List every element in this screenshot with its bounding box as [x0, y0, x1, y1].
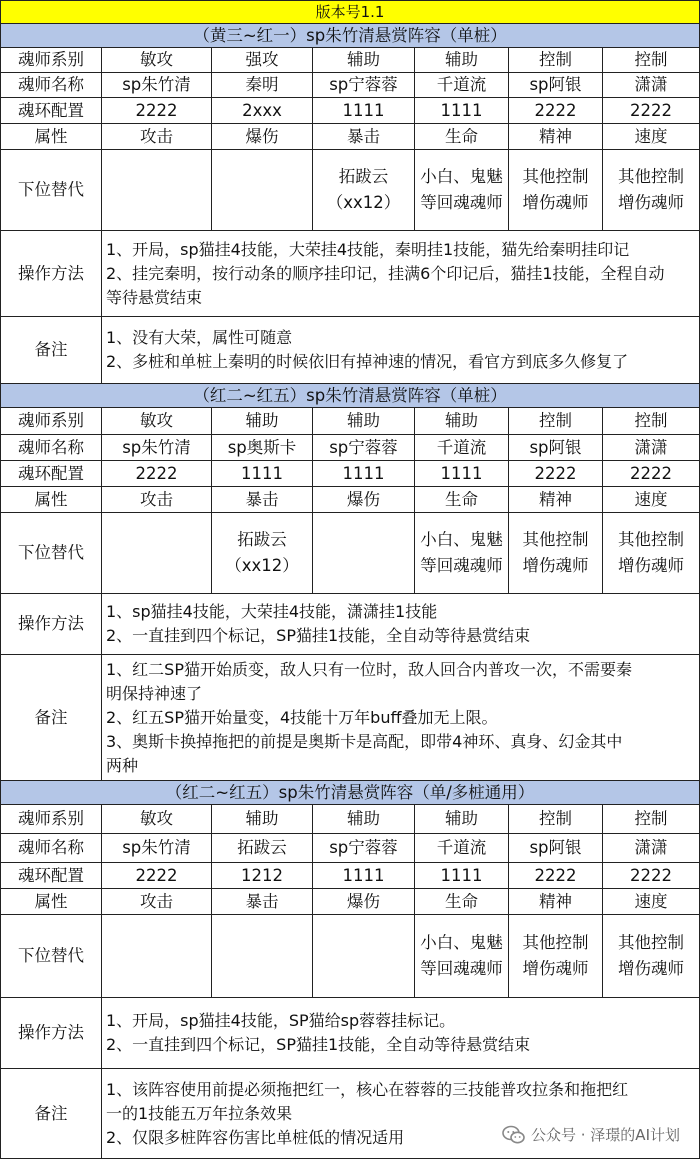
substitute-line: （xx12） [225, 556, 299, 575]
cell-substitute [313, 513, 415, 594]
cell-ring: 2222 [102, 461, 212, 487]
cell-ring: 1111 [313, 461, 415, 487]
cell-substitute [212, 150, 313, 231]
operation-text [102, 594, 700, 655]
watermark-text: 公众号 · 泽璟的AI计划 [531, 1126, 680, 1144]
cell-name: sp宁蓉蓉 [313, 834, 415, 863]
cell-attr: 攻击 [102, 889, 212, 915]
section-title: （红二~红五）sp朱竹清悬赏阵容（单/多桩通用） [1, 781, 700, 805]
cell-ring: 1212 [212, 863, 313, 889]
cell-ring: 2222 [102, 98, 212, 124]
row-label: 备注 [1, 317, 102, 384]
operation-line: 1、开局，sp猫挂4技能，大荣挂4技能，秦明挂1技能，猫先给秦明挂印记 [106, 239, 630, 259]
cell-attr: 精神 [509, 487, 603, 513]
cell-attr: 爆伤 [313, 487, 415, 513]
cell-name: sp朱竹清 [102, 435, 212, 461]
cell-name: 潇潇 [603, 834, 700, 863]
note-line: 3、奥斯卡换掉拖把的前提是奥斯卡是高配，即带4神环、真身、幻金其中 [106, 731, 623, 751]
cell-substitute [603, 150, 700, 231]
note-line: 2、红五SP猫开始量变，4技能十万年buff叠加无上限。 [106, 707, 498, 727]
row-label: 魂师名称 [1, 73, 102, 98]
watermark [502, 1124, 680, 1145]
substitute-line: （xx12） [326, 193, 401, 212]
section-title: （黄三~红一）sp朱竹清悬赏阵容（单桩） [1, 24, 700, 48]
operation-text [102, 231, 700, 317]
cell-type: 辅助 [313, 48, 415, 73]
cell-name: 潇潇 [603, 73, 700, 98]
note-line: 一的1技能五万年拉条效果 [106, 1103, 293, 1123]
substitute-line: 增伤魂师 [522, 556, 589, 575]
operation-line: 2、一直挂到四个标记，SP猫挂1技能，全自动等待悬赏结束 [106, 626, 531, 645]
cell-substitute [102, 915, 212, 998]
cell-substitute [603, 915, 700, 998]
cell-ring: 1111 [313, 863, 415, 889]
cell-ring: 1111 [415, 98, 509, 124]
cell-name: 拓跋云 [212, 834, 313, 863]
cell-name: 千道流 [415, 435, 509, 461]
substitute-line: 增伤魂师 [618, 193, 685, 212]
row-label: 操作方法 [1, 594, 102, 655]
cell-ring: 2xxx [212, 98, 313, 124]
wechat-icon [502, 1125, 526, 1145]
row-label: 魂师系别 [1, 408, 102, 435]
substitute-line: 等回魂魂师 [420, 959, 503, 978]
cell-name: 秦明 [212, 73, 313, 98]
cell-substitute [509, 513, 603, 594]
cell-substitute [509, 915, 603, 998]
substitute-line: 其他控制 [522, 530, 589, 549]
cell-attr: 生命 [415, 889, 509, 915]
notes-text [102, 655, 700, 781]
cell-name: 潇潇 [603, 435, 700, 461]
cell-type: 控制 [509, 408, 603, 435]
cell-type: 控制 [509, 48, 603, 73]
operation-line: 等待悬赏结束 [106, 287, 203, 307]
row-label: 魂师系别 [1, 805, 102, 834]
cell-substitute [212, 915, 313, 998]
cell-name: sp朱竹清 [102, 73, 212, 98]
cell-type: 辅助 [212, 408, 313, 435]
row-label: 魂环配置 [1, 863, 102, 889]
note-line: 2、多桩和单桩上秦明的时候依旧有掉神速的情况，看官方到底多久修复了 [106, 352, 629, 371]
cell-attr: 生命 [415, 487, 509, 513]
row-label: 下位替代 [1, 513, 102, 594]
row-label: 备注 [1, 655, 102, 781]
cell-type: 辅助 [313, 408, 415, 435]
notes-text [102, 1069, 700, 1159]
row-label: 备注 [1, 1069, 102, 1159]
version-header: 版本号1.1 [1, 1, 700, 24]
cell-substitute [509, 150, 603, 231]
cell-ring: 2222 [603, 461, 700, 487]
cell-substitute [102, 150, 212, 231]
cell-ring: 2222 [509, 461, 603, 487]
cell-name: 千道流 [415, 834, 509, 863]
cell-substitute [212, 513, 313, 594]
cell-attr: 暴击 [313, 124, 415, 150]
note-line: 2、仅限多桩阵容伤害比单桩低的情况适用 [106, 1127, 405, 1147]
cell-ring: 1111 [415, 461, 509, 487]
cell-attr: 精神 [509, 889, 603, 915]
row-label: 属性 [1, 124, 102, 150]
substitute-line: 其他控制 [618, 167, 685, 186]
cell-attr: 爆伤 [313, 889, 415, 915]
substitute-line: 增伤魂师 [618, 556, 685, 575]
substitute-line: 其他控制 [618, 530, 685, 549]
cell-name: 千道流 [415, 73, 509, 98]
operation-line: 1、sp猫挂4技能，大荣挂4技能，潇潇挂1技能 [106, 602, 438, 621]
cell-type: 辅助 [313, 805, 415, 834]
operation-text [102, 998, 700, 1069]
cell-name: sp阿银 [509, 435, 603, 461]
cell-name: sp朱竹清 [102, 834, 212, 863]
cell-substitute [313, 915, 415, 998]
cell-substitute [415, 150, 509, 231]
substitute-line: 拓跋云 [237, 530, 287, 549]
cell-attr: 暴击 [212, 889, 313, 915]
substitute-line: 小白、鬼魅 [420, 933, 503, 952]
cell-name: sp宁蓉蓉 [313, 73, 415, 98]
cell-type: 敏攻 [102, 805, 212, 834]
cell-name: sp阿银 [509, 73, 603, 98]
cell-name: sp阿银 [509, 834, 603, 863]
cell-name: sp奥斯卡 [212, 435, 313, 461]
substitute-line: 增伤魂师 [618, 959, 685, 978]
cell-ring: 2222 [509, 863, 603, 889]
operation-line: 2、一直挂到四个标记，SP猫挂1技能，全自动等待悬赏结束 [106, 1035, 531, 1054]
row-label: 魂环配置 [1, 461, 102, 487]
cell-ring: 1111 [415, 863, 509, 889]
cell-attr: 暴击 [212, 487, 313, 513]
substitute-line: 小白、鬼魅 [420, 530, 503, 549]
cell-ring: 2222 [603, 98, 700, 124]
cell-type: 控制 [603, 805, 700, 834]
substitute-line: 增伤魂师 [522, 959, 589, 978]
cell-attr: 速度 [603, 487, 700, 513]
note-line: 1、没有大荣，属性可随意 [106, 328, 293, 347]
row-label: 下位替代 [1, 150, 102, 231]
cell-ring: 2222 [603, 863, 700, 889]
row-label: 操作方法 [1, 998, 102, 1069]
substitute-line: 其他控制 [618, 933, 685, 952]
substitute-line: 其他控制 [522, 933, 589, 952]
cell-type: 辅助 [415, 48, 509, 73]
note-line: 两种 [106, 755, 139, 775]
row-label: 属性 [1, 487, 102, 513]
cell-substitute [415, 915, 509, 998]
cell-type: 强攻 [212, 48, 313, 73]
row-label: 魂环配置 [1, 98, 102, 124]
cell-type: 控制 [509, 805, 603, 834]
substitute-line: 增伤魂师 [522, 193, 589, 212]
row-label: 魂师名称 [1, 435, 102, 461]
cell-name: sp宁蓉蓉 [313, 435, 415, 461]
cell-type: 辅助 [415, 805, 509, 834]
row-label: 操作方法 [1, 231, 102, 317]
operation-line: 2、挂完秦明，按行动条的顺序挂印记，挂满6个印记后，猫挂1技能，全程自动 [106, 263, 665, 283]
cell-type: 控制 [603, 48, 700, 73]
cell-attr: 攻击 [102, 487, 212, 513]
cell-type: 辅助 [415, 408, 509, 435]
substitute-line: 等回魂魂师 [420, 193, 503, 212]
substitute-line: 拓跋云 [338, 167, 389, 186]
note-line: 1、红二SP猫开始质变，敌人只有一位时，敌人回合内普攻一次，不需要秦 [106, 659, 632, 679]
row-label: 下位替代 [1, 915, 102, 998]
cell-ring: 1111 [212, 461, 313, 487]
row-label: 魂师系别 [1, 48, 102, 73]
cell-type: 敏攻 [102, 408, 212, 435]
cell-ring: 2222 [102, 863, 212, 889]
cell-ring: 2222 [509, 98, 603, 124]
cell-attr: 生命 [415, 124, 509, 150]
cell-substitute [313, 150, 415, 231]
notes-text [102, 317, 700, 384]
cell-type: 控制 [603, 408, 700, 435]
cell-ring: 1111 [313, 98, 415, 124]
cell-attr: 攻击 [102, 124, 212, 150]
substitute-line: 其他控制 [522, 167, 589, 186]
note-line: 1、该阵容使用前提必须拖把红一，核心在蓉蓉的三技能普攻拉条和拖把红 [106, 1079, 629, 1099]
substitute-line: 等回魂魂师 [420, 556, 503, 575]
note-line: 明保持神速了 [106, 683, 203, 703]
cell-substitute [415, 513, 509, 594]
cell-attr: 速度 [603, 889, 700, 915]
operation-line: 1、开局，sp猫挂4技能，SP猫给sp蓉蓉挂标记。 [106, 1011, 456, 1030]
row-label: 魂师名称 [1, 834, 102, 863]
substitute-line: 小白、鬼魅 [420, 167, 503, 186]
cell-attr: 精神 [509, 124, 603, 150]
cell-attr: 爆伤 [212, 124, 313, 150]
cell-substitute [603, 513, 700, 594]
row-label: 属性 [1, 889, 102, 915]
section-title: （红二~红五）sp朱竹清悬赏阵容（单桩） [1, 384, 700, 408]
cell-substitute [102, 513, 212, 594]
cell-type: 辅助 [212, 805, 313, 834]
cell-attr: 速度 [603, 124, 700, 150]
cell-type: 敏攻 [102, 48, 212, 73]
